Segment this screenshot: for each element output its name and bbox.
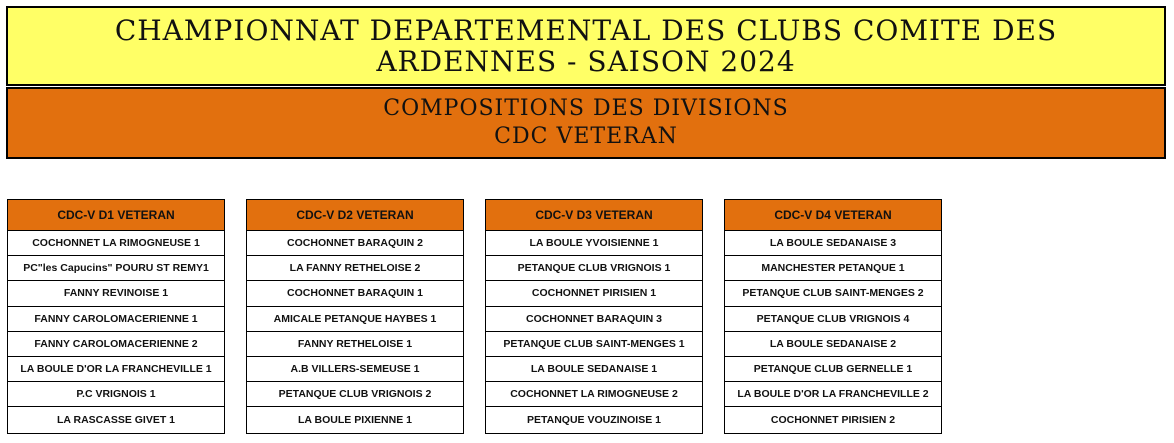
title-line-2: ARDENNES - SAISON 2024: [376, 45, 796, 78]
division-d1-table: [7, 199, 225, 434]
team-cell: COCHONNET PIRISIEN 2: [770, 413, 896, 426]
division-header: CDC-V D3 VETERAN: [486, 200, 702, 231]
championship-title-banner: [6, 6, 1166, 86]
team-cell: LA BOULE YVOISIENNE 1: [486, 231, 702, 256]
division-d4-table: [724, 199, 942, 434]
team-cell: COCHONNET BARAQUIN 3: [486, 307, 702, 332]
team-cell: LA BOULE SEDANAISE 3: [725, 231, 941, 256]
subtitle-line-2: CDC VETERAN: [494, 124, 678, 149]
subtitle-line-1: COMPOSITIONS DES DIVISIONS: [383, 96, 789, 121]
division-header: CDC-V D1 VETERAN: [8, 200, 224, 231]
team-cell: PETANQUE CLUB GERNELLE 1: [725, 357, 941, 382]
division-header: CDC-V D4 VETERAN: [725, 200, 941, 231]
division-d2-table: [246, 199, 464, 434]
team-cell: PETANQUE CLUB VRIGNOIS 1: [486, 256, 702, 281]
team-cell: PC"les Capucins" POURU ST REMY1: [8, 256, 224, 281]
team-cell: COCHONNET PIRISIEN 1: [486, 281, 702, 306]
team-cell: LA BOULE PIXIENNE 1: [298, 413, 412, 426]
team-cell: FANNY RETHELOISE 1: [247, 332, 463, 357]
team-cell: FANNY CAROLOMACERIENNE 1: [8, 307, 224, 332]
team-cell: P.C VRIGNOIS 1: [8, 382, 224, 407]
compositions-banner: [6, 87, 1166, 159]
team-cell: LA BOULE SEDANAISE 2: [725, 332, 941, 357]
team-cell: LA BOULE SEDANAISE 1: [486, 357, 702, 382]
team-cell: PETANQUE CLUB VRIGNOIS 4: [725, 307, 941, 332]
team-cell: A.B VILLERS-SEMEUSE 1: [247, 357, 463, 382]
team-cell: PETANQUE VOUZINOISE 1: [527, 413, 661, 426]
team-cell: PETANQUE CLUB SAINT-MENGES 1: [486, 332, 702, 357]
team-cell: FANNY CAROLOMACERIENNE 2: [8, 332, 224, 357]
team-cell: COCHONNET LA RIMOGNEUSE 2: [486, 382, 702, 407]
team-cell: AMICALE PETANQUE HAYBES 1: [247, 307, 463, 332]
division-header: CDC-V D2 VETERAN: [247, 200, 463, 231]
title-line-1: CHAMPIONNAT DEPARTEMENTAL DES CLUBS COMITE DES: [114, 14, 1058, 47]
team-cell: COCHONNET BARAQUIN 1: [247, 281, 463, 306]
team-cell: FANNY REVINOISE 1: [8, 281, 224, 306]
team-cell: COCHONNET BARAQUIN 2: [247, 231, 463, 256]
team-cell: PETANQUE CLUB VRIGNOIS 2: [247, 382, 463, 407]
team-cell: MANCHESTER PETANQUE 1: [725, 256, 941, 281]
team-cell: LA BOULE D'OR LA FRANCHEVILLE 2: [725, 382, 941, 407]
team-cell: LA FANNY RETHELOISE 2: [247, 256, 463, 281]
team-cell: COCHONNET LA RIMOGNEUSE 1: [8, 231, 224, 256]
team-cell: LA BOULE D'OR LA FRANCHEVILLE 1: [8, 357, 224, 382]
division-d3-table: [485, 199, 703, 434]
team-cell: PETANQUE CLUB SAINT-MENGES 2: [725, 281, 941, 306]
team-cell: LA RASCASSE GIVET 1: [56, 413, 176, 426]
